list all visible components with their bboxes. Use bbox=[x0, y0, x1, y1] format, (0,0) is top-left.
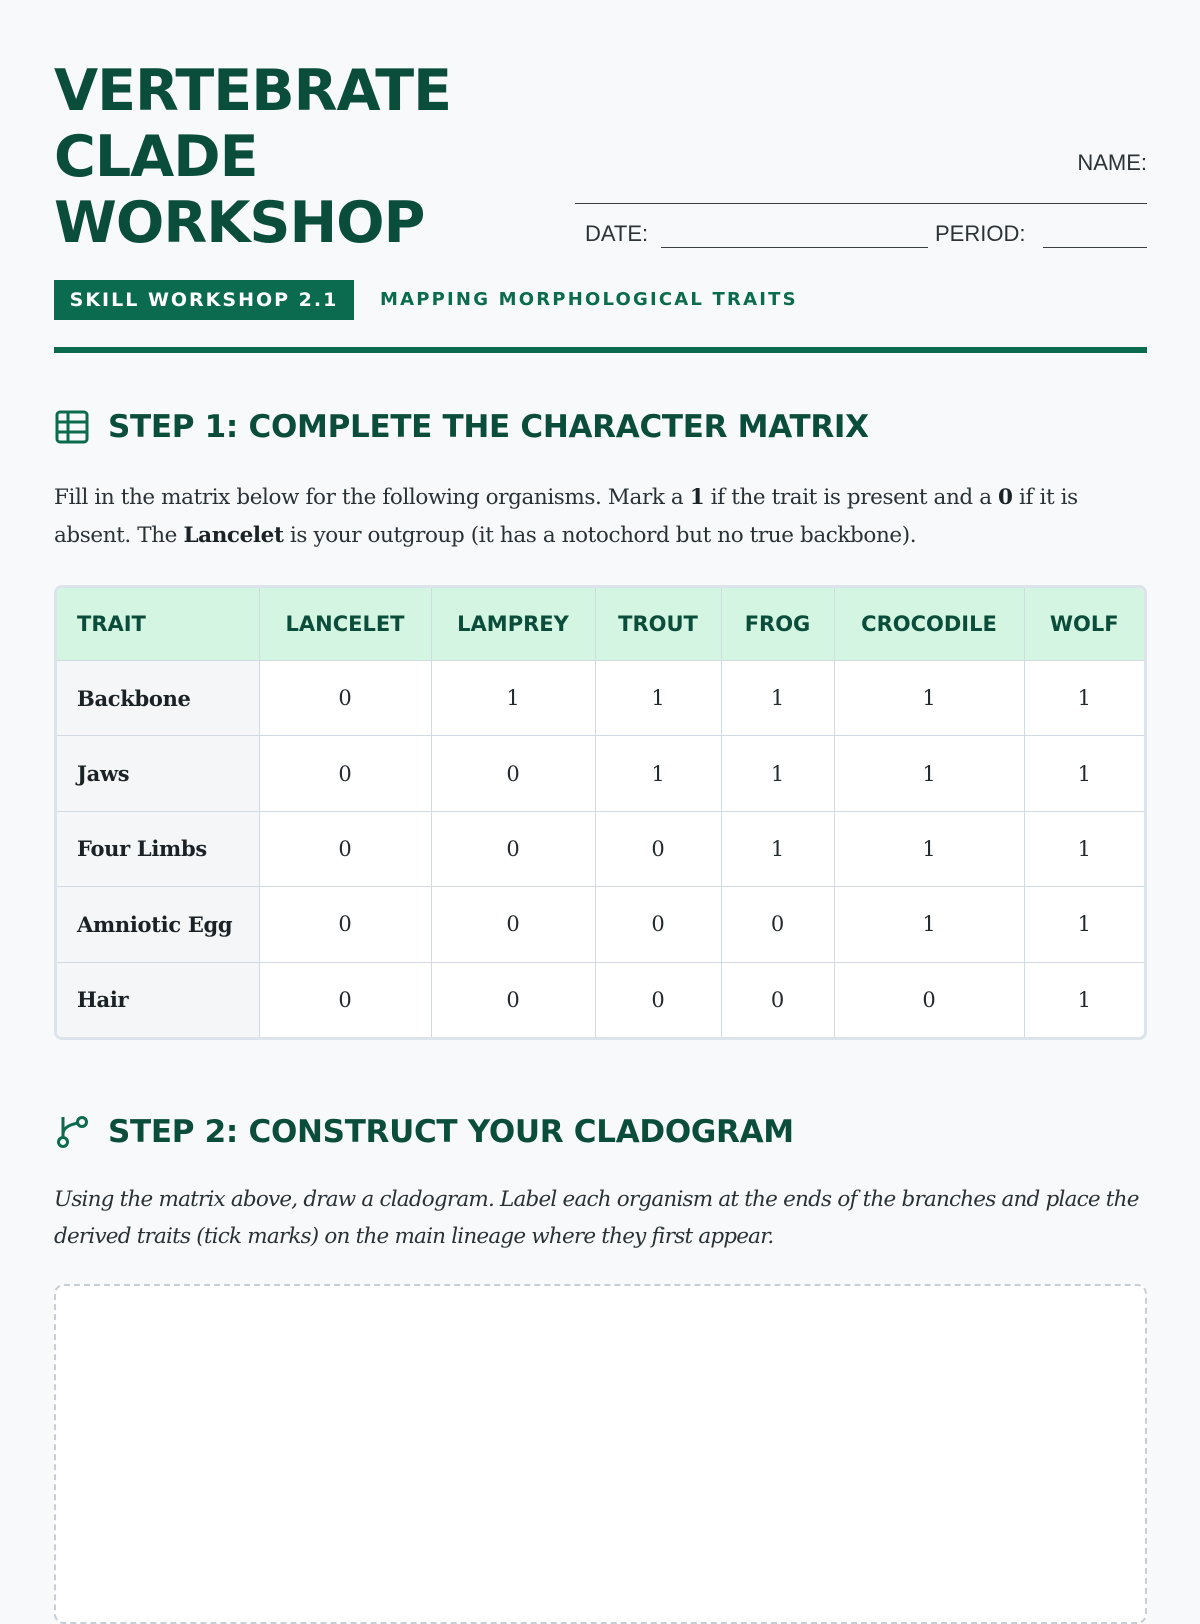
character-matrix-table bbox=[57, 588, 1144, 1037]
matrix-cell[interactable]: 1 bbox=[721, 661, 834, 736]
table-row bbox=[57, 887, 1144, 962]
table-row bbox=[57, 811, 1144, 886]
trait-name: Four Limbs bbox=[57, 811, 259, 886]
step2-heading bbox=[54, 1110, 1147, 1154]
column-header-trout: TROUT bbox=[595, 588, 721, 661]
name-field[interactable] bbox=[575, 203, 1147, 204]
matrix-cell[interactable]: 0 bbox=[834, 962, 1024, 1037]
instructions-text-1: Fill in the matrix below for the following organisms. Mark a bbox=[54, 485, 690, 510]
column-header-lamprey: LAMPREY bbox=[431, 588, 595, 661]
instructions-text-2: if the trait is present and a bbox=[704, 485, 999, 510]
matrix-cell[interactable]: 0 bbox=[431, 887, 595, 962]
matrix-cell[interactable]: 1 bbox=[834, 736, 1024, 811]
date-period-row bbox=[585, 221, 1147, 253]
matrix-cell[interactable]: 1 bbox=[1024, 811, 1144, 886]
matrix-cell[interactable]: 1 bbox=[834, 661, 1024, 736]
worksheet-title bbox=[54, 58, 451, 256]
character-matrix bbox=[54, 585, 1147, 1040]
trait-name: Amniotic Egg bbox=[57, 887, 259, 962]
badge-row bbox=[54, 280, 1147, 320]
workshop-subtitle: MAPPING MORPHOLOGICAL TRAITS bbox=[380, 289, 798, 310]
matrix-cell[interactable]: 0 bbox=[431, 811, 595, 886]
matrix-cell[interactable]: 0 bbox=[721, 962, 834, 1037]
matrix-cell[interactable]: 1 bbox=[1024, 736, 1144, 811]
matrix-cell[interactable]: 0 bbox=[259, 962, 431, 1037]
period-label: PERIOD: bbox=[935, 221, 1026, 246]
period-field[interactable] bbox=[1043, 247, 1147, 248]
trait-name: Hair bbox=[57, 962, 259, 1037]
title-line-1: VERTEBRATE bbox=[54, 58, 452, 124]
name-label: NAME: bbox=[1077, 150, 1147, 175]
step2-title: STEP 2: CONSTRUCT YOUR CLADOGRAM bbox=[108, 1114, 794, 1150]
trait-name: Jaws bbox=[57, 736, 259, 811]
matrix-cell[interactable]: 0 bbox=[595, 811, 721, 886]
column-header-trait: TRAIT bbox=[57, 588, 259, 661]
matrix-cell[interactable]: 0 bbox=[259, 887, 431, 962]
absent-value: 0 bbox=[998, 485, 1013, 510]
matrix-cell[interactable]: 0 bbox=[595, 887, 721, 962]
header-divider bbox=[54, 347, 1147, 353]
step1-title: STEP 1: COMPLETE THE CHARACTER MATRIX bbox=[108, 409, 869, 445]
matrix-cell[interactable]: 1 bbox=[721, 811, 834, 886]
matrix-cell[interactable]: 1 bbox=[1024, 887, 1144, 962]
cladogram-drawing-area[interactable] bbox=[54, 1284, 1147, 1624]
matrix-cell[interactable]: 0 bbox=[259, 736, 431, 811]
matrix-cell[interactable]: 1 bbox=[1024, 661, 1144, 736]
matrix-cell[interactable]: 1 bbox=[1077, 987, 1091, 1012]
column-header-crocodile: CROCODILE bbox=[834, 588, 1024, 661]
workshop-badge: SKILL WORKSHOP 2.1 bbox=[54, 280, 354, 320]
step1-instructions bbox=[54, 479, 1147, 555]
matrix-cell[interactable]: 0 bbox=[431, 962, 595, 1037]
matrix-header-row bbox=[57, 588, 1144, 661]
outgroup-name: Lancelet bbox=[183, 523, 284, 548]
date-label: DATE: bbox=[585, 221, 649, 246]
matrix-cell[interactable]: 1 bbox=[721, 736, 834, 811]
matrix-cell[interactable]: 1 bbox=[595, 736, 721, 811]
column-header-frog: FROG bbox=[721, 588, 834, 661]
date-field[interactable] bbox=[661, 247, 928, 248]
matrix-cell[interactable]: 1 bbox=[595, 661, 721, 736]
column-header-lancelet: LANCELET bbox=[259, 588, 431, 661]
table-row bbox=[57, 661, 1144, 736]
matrix-cell[interactable]: 0 bbox=[595, 962, 721, 1037]
table-row bbox=[57, 736, 1144, 811]
title-line-2: CLADE bbox=[54, 124, 258, 190]
table-icon bbox=[54, 409, 90, 445]
table-row bbox=[57, 962, 1144, 1037]
worksheet-page bbox=[54, 0, 1147, 1600]
matrix-cell[interactable]: 0 bbox=[431, 736, 595, 811]
column-header-wolf: WOLF bbox=[1024, 588, 1144, 661]
step2-instructions: Using the matrix above, draw a cladogram. Label each organism at the ends of the branches and place the derived traits (tick marks) on the main lineage where they first appear. bbox=[54, 1187, 1139, 1249]
step1-heading bbox=[54, 405, 1147, 449]
instructions-text-4: is your outgroup (it has a notochord but no true backbone). bbox=[283, 523, 917, 548]
present-value: 1 bbox=[689, 485, 705, 510]
matrix-cell[interactable]: 0 bbox=[259, 811, 431, 886]
matrix-cell[interactable]: 1 bbox=[431, 661, 595, 736]
branch-icon bbox=[54, 1114, 90, 1150]
matrix-cell[interactable]: 1 bbox=[834, 811, 1024, 886]
worksheet-header bbox=[54, 58, 1147, 258]
matrix-cell[interactable]: 0 bbox=[721, 887, 834, 962]
title-line-3: WORKSHOP bbox=[54, 190, 425, 256]
instructions-text-3: if it is absent. The bbox=[54, 485, 1078, 548]
trait-name: Backbone bbox=[57, 661, 259, 736]
matrix-cell[interactable]: 1 bbox=[834, 887, 1024, 962]
matrix-cell[interactable]: 0 bbox=[259, 661, 431, 736]
